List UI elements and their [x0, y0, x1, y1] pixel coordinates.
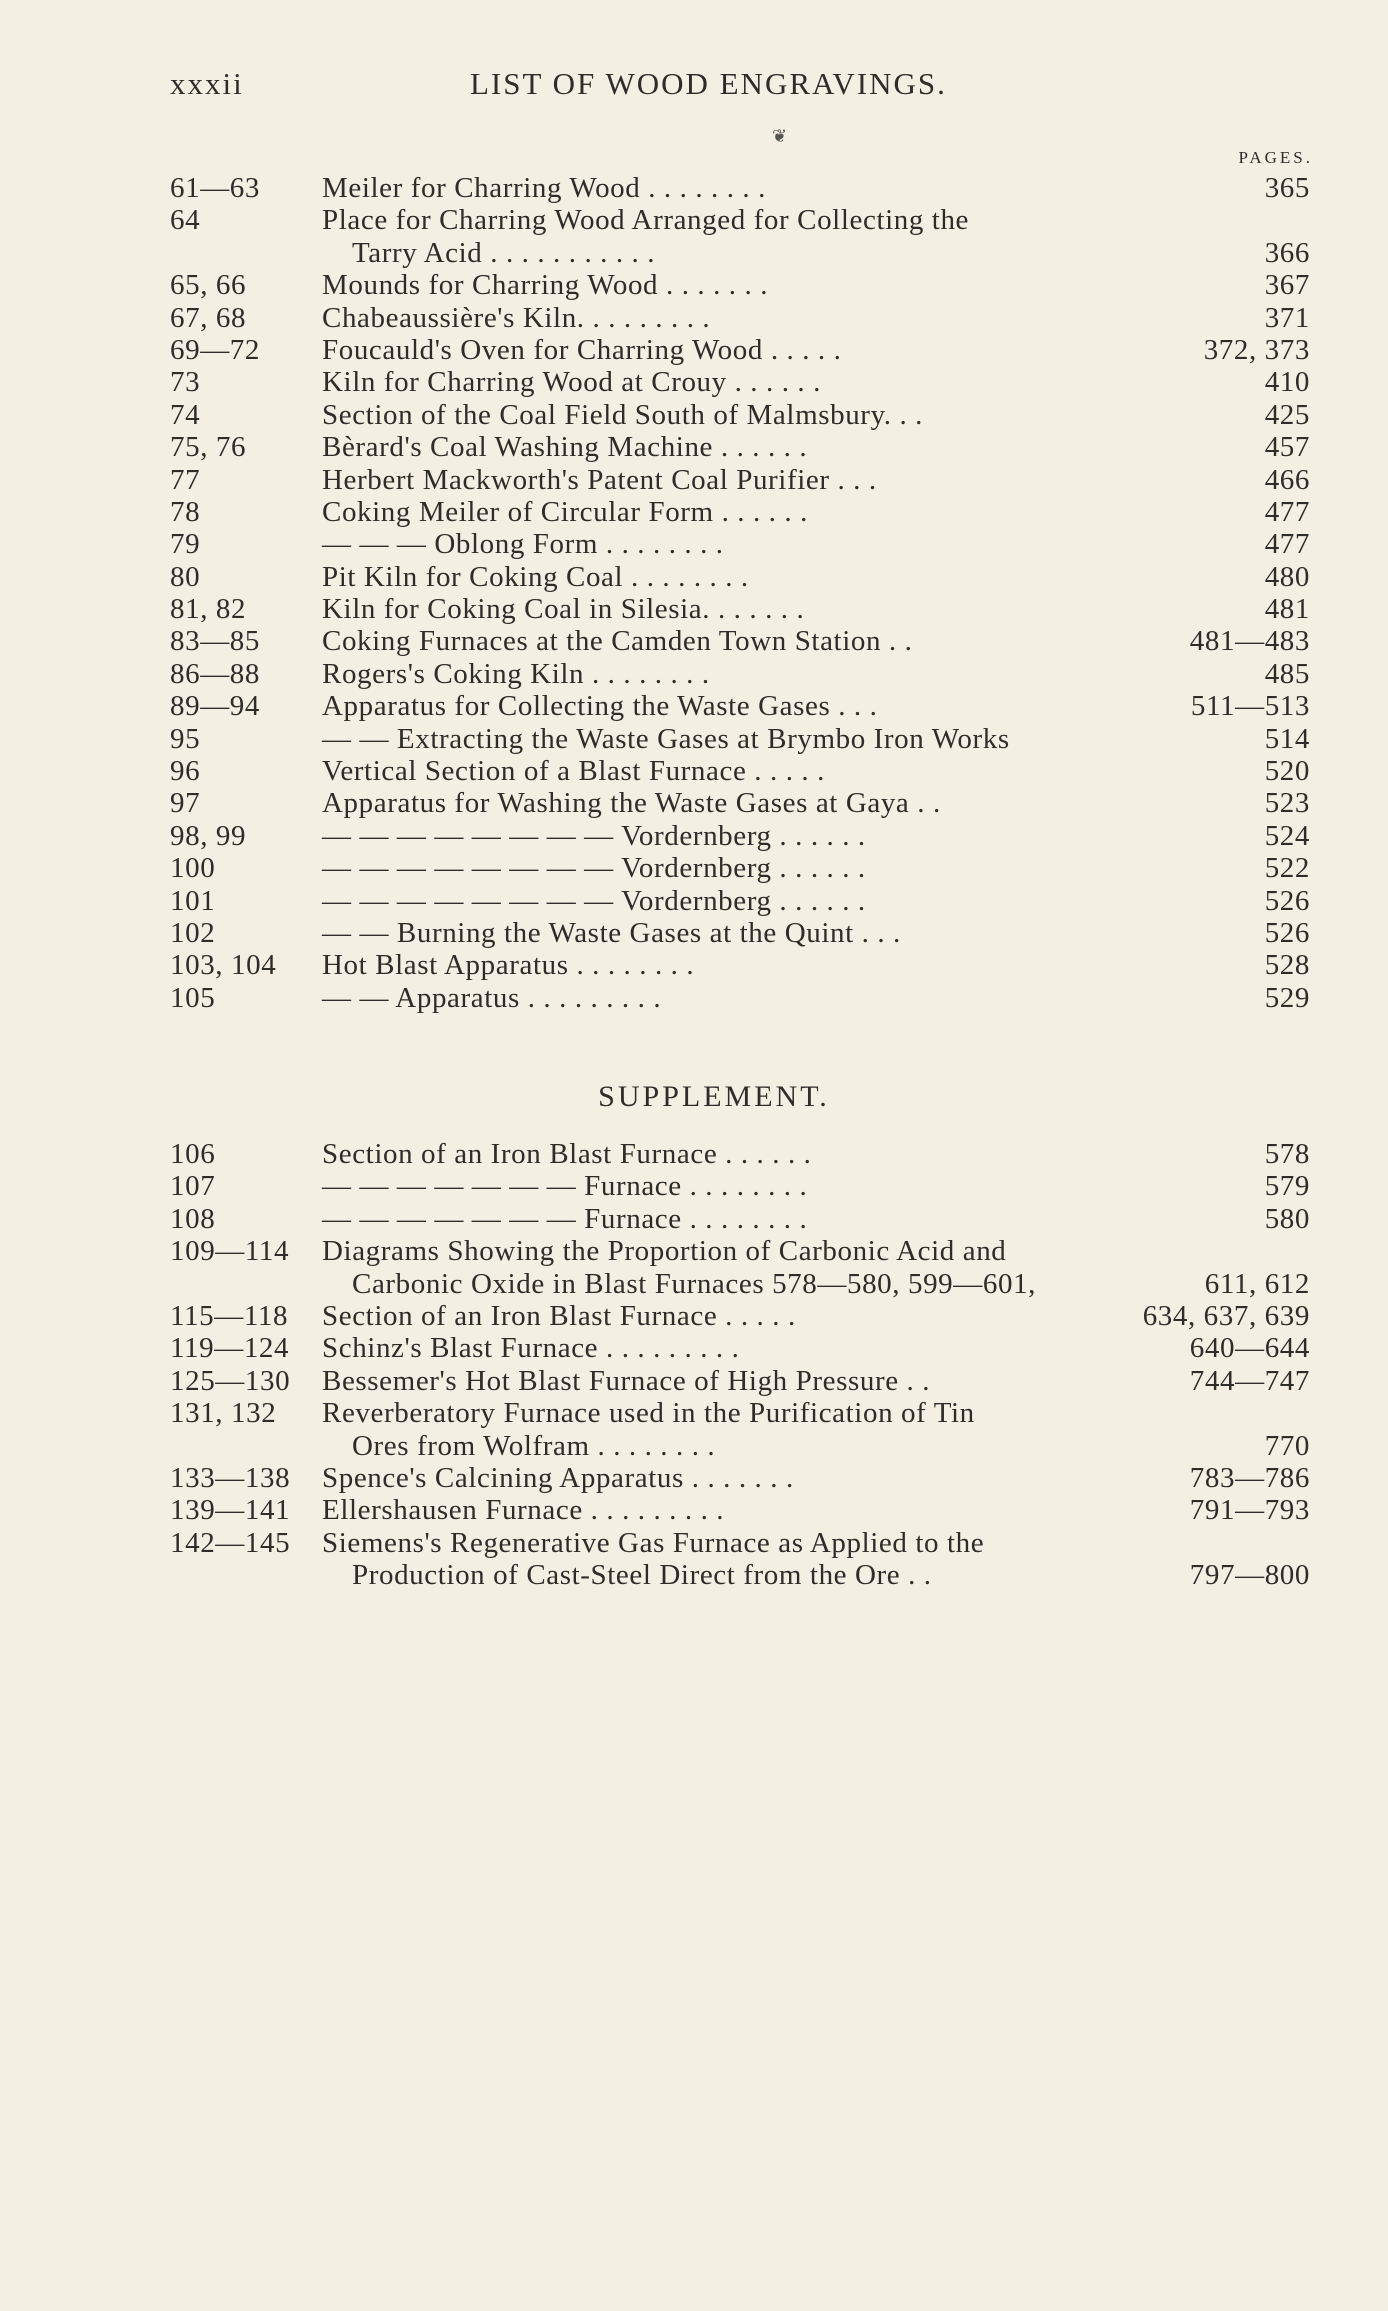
list-item: [170, 464, 1310, 496]
figure-caption: [322, 1365, 1152, 1397]
figure-caption: [322, 658, 1152, 690]
caption-line: Section of an Iron Blast Furnace . . . . .: [322, 1299, 796, 1332]
page-reference: 791—793: [1189, 1494, 1310, 1527]
figure-number: 102: [170, 917, 216, 949]
caption-line: Apparatus for Collecting the Waste Gases . . .: [322, 690, 878, 723]
page-reference: 481—483: [1189, 625, 1310, 658]
figure-caption: [322, 496, 1152, 528]
caption-line: Section of an Iron Blast Furnace . . . . . .: [322, 1138, 812, 1170]
figure-number: 108: [170, 1202, 216, 1235]
page-reference: 580: [1264, 1202, 1310, 1235]
figure-number: 96: [170, 755, 201, 788]
caption-line: Place for Charring Wood Arranged for Collecting the: [322, 204, 970, 237]
figure-caption: [322, 1332, 1152, 1364]
figure-caption: [322, 982, 1152, 1014]
supplement-heading: SUPPLEMENT.: [598, 1080, 830, 1113]
figure-number: 101: [170, 884, 216, 917]
caption-line-continued: Production of Cast-Steel Direct from the Ore . .: [352, 1559, 932, 1592]
caption-line: — — — — — — — — Vordernberg . . . . . .: [322, 852, 866, 885]
list-item: [170, 917, 1310, 949]
caption-line: Reverberatory Furnace used in the Purification of Tin: [322, 1397, 975, 1430]
caption-line: Bèrard's Coal Washing Machine . . . . . .: [322, 431, 808, 464]
figure-caption: [322, 561, 1152, 593]
list-item: [170, 1138, 1310, 1170]
page-reference: 371: [1264, 301, 1310, 334]
list-item: [170, 982, 1310, 1014]
caption-line-continued: Ores from Wolfram . . . . . . . .: [352, 1429, 716, 1462]
list-item: [170, 1462, 1310, 1494]
page-reference: 528: [1264, 949, 1310, 982]
caption-line: Mounds for Charring Wood . . . . . . .: [322, 269, 769, 302]
figure-caption: [322, 204, 1152, 269]
figure-number: 83—85: [170, 625, 260, 658]
figure-number: 119—124: [170, 1332, 290, 1365]
figure-number: 142—145: [170, 1526, 291, 1559]
figure-caption: [322, 1235, 1152, 1300]
caption-line: Chabeaussière's Kiln. . . . . . . . .: [322, 301, 711, 334]
list-item: [170, 1235, 1310, 1300]
figure-number: 75, 76: [170, 431, 247, 464]
figure-caption: [322, 1462, 1152, 1494]
figure-caption: [322, 917, 1152, 949]
list-item: [170, 723, 1310, 755]
figure-number: 77: [170, 463, 201, 496]
figure-caption: [322, 820, 1152, 852]
list-item: [170, 204, 1310, 269]
figure-caption: [322, 334, 1152, 366]
figure-number: 115—118: [170, 1299, 289, 1332]
caption-line: Coking Meiler of Circular Form . . . . . .: [322, 495, 808, 528]
page-reference: 480: [1264, 560, 1310, 593]
page-reference: 520: [1264, 755, 1310, 788]
figure-caption: [322, 1138, 1152, 1170]
figure-caption: [322, 431, 1152, 463]
page-reference: 485: [1264, 657, 1310, 690]
figure-number: 97: [170, 787, 201, 820]
page-reference: 366: [1264, 236, 1310, 269]
figure-number: 61—63: [170, 172, 260, 204]
caption-line: Herbert Mackworth's Patent Coal Purifier . . .: [322, 463, 877, 496]
list-item: [170, 1332, 1310, 1364]
figure-number: 109—114: [170, 1235, 290, 1268]
page-reference: 526: [1264, 917, 1310, 949]
running-head: [170, 66, 1298, 106]
figure-number: 89—94: [170, 690, 260, 723]
figure-number: 74: [170, 398, 201, 431]
list-item: [170, 852, 1310, 884]
list-item: [170, 1203, 1310, 1235]
caption-line: — — — — — — — Furnace . . . . . . . .: [322, 1202, 808, 1235]
figure-caption: [322, 1494, 1152, 1526]
figure-number: 81, 82: [170, 593, 247, 626]
ornament-glyph: ❦: [772, 126, 788, 146]
caption-line: Bessemer's Hot Blast Furnace of High Pressure . .: [322, 1364, 931, 1397]
caption-line-continued: Carbonic Oxide in Blast Furnaces 578—580, 599—601,: [352, 1267, 1037, 1300]
caption-line: Section of the Coal Field South of Malmsbury. . .: [322, 398, 924, 431]
caption-line: Spence's Calcining Apparatus . . . . . . .: [322, 1461, 794, 1494]
list-item: [170, 658, 1310, 690]
list-item: [170, 302, 1310, 334]
list-item: [170, 172, 1310, 204]
figure-number: 125—130: [170, 1364, 291, 1397]
figure-number: 67, 68: [170, 301, 247, 334]
figure-caption: [322, 690, 1152, 722]
caption-line: Meiler for Charring Wood . . . . . . . .: [322, 172, 766, 204]
caption-line: Kiln for Coking Coal in Silesia. . . . . . .: [322, 593, 805, 626]
list-item: [170, 949, 1310, 981]
page-reference: 425: [1264, 398, 1310, 431]
list-item: [170, 269, 1310, 301]
figure-number: 105: [170, 981, 216, 1014]
list-item: [170, 1527, 1310, 1592]
figure-caption: [322, 625, 1152, 657]
page-reference: 634, 637, 639: [1142, 1299, 1310, 1332]
page-reference: 523: [1264, 787, 1310, 820]
page-reference: 797—800: [1189, 1559, 1310, 1592]
page-reference: 481: [1264, 593, 1310, 626]
pages-column-label: PAGES.: [1238, 148, 1313, 167]
list-item: [170, 366, 1310, 398]
caption-line: Foucauld's Oven for Charring Wood . . . . .: [322, 333, 842, 366]
page-reference: 526: [1264, 884, 1310, 917]
supplement-list: [170, 1138, 1310, 1592]
list-item: [170, 625, 1310, 657]
figure-number: 100: [170, 852, 216, 885]
caption-line: Coking Furnaces at the Camden Town Station . .: [322, 625, 913, 658]
list-item: [170, 561, 1310, 593]
page-reference: 770: [1264, 1429, 1310, 1462]
figure-number: 80: [170, 560, 201, 593]
page-reference: 477: [1264, 528, 1310, 561]
caption-line: Rogers's Coking Kiln . . . . . . . .: [322, 657, 710, 690]
page-reference: 466: [1264, 463, 1310, 496]
list-item: [170, 399, 1310, 431]
page-number: xxxii: [170, 66, 244, 101]
list-item: [170, 1397, 1310, 1462]
figure-number: 69—72: [170, 333, 260, 366]
caption-line: Apparatus for Washing the Waste Gases at Gaya . .: [322, 787, 941, 820]
list-item: [170, 431, 1310, 463]
page-reference: 477: [1264, 495, 1310, 528]
figure-number: 73: [170, 366, 201, 399]
figure-number: 139—141: [170, 1494, 291, 1527]
page-reference: 511—513: [1190, 690, 1310, 723]
caption-line: Siemens's Regenerative Gas Furnace as Applied to the: [322, 1526, 985, 1559]
list-item: [170, 820, 1310, 852]
list-item: [170, 334, 1310, 366]
page-reference: 410: [1264, 366, 1310, 399]
caption-line: — — Apparatus . . . . . . . . .: [322, 981, 662, 1014]
figure-caption: [322, 949, 1152, 981]
caption-line: Pit Kiln for Coking Coal . . . . . . . .: [322, 560, 749, 593]
caption-line: — — Burning the Waste Gases at the Quint . . .: [322, 917, 901, 949]
list-item: [170, 690, 1310, 722]
list-item: [170, 496, 1310, 528]
figure-number: 65, 66: [170, 269, 247, 302]
page-reference: 578: [1264, 1138, 1310, 1170]
list-item: [170, 528, 1310, 560]
figure-caption: [322, 1203, 1152, 1235]
list-item: [170, 1365, 1310, 1397]
figure-caption: [322, 755, 1152, 787]
figure-number: 103, 104: [170, 949, 277, 982]
figure-caption: [322, 1397, 1152, 1462]
page-reference: 514: [1264, 722, 1310, 755]
figure-number: 78: [170, 495, 201, 528]
page-reference: 365: [1264, 172, 1310, 204]
figure-caption: [322, 787, 1152, 819]
list-item: [170, 1494, 1310, 1526]
caption-line: Kiln for Charring Wood at Crouy . . . . . .: [322, 366, 821, 399]
figure-number: 86—88: [170, 657, 260, 690]
figure-caption: [322, 593, 1152, 625]
list-item: [170, 1300, 1310, 1332]
caption-line: — — — — — — — Furnace . . . . . . . .: [322, 1170, 808, 1203]
page-reference: 783—786: [1189, 1461, 1310, 1494]
engravings-list: [170, 172, 1310, 1014]
figure-number: 64: [170, 204, 201, 237]
figure-number: 98, 99: [170, 819, 247, 852]
caption-line: Hot Blast Apparatus . . . . . . . .: [322, 949, 695, 982]
figure-number: 107: [170, 1170, 216, 1203]
figure-caption: [322, 1527, 1152, 1592]
page-reference: 457: [1264, 431, 1310, 464]
list-item: [170, 1170, 1310, 1202]
page-reference: 522: [1264, 852, 1310, 885]
figure-number: 131, 132: [170, 1397, 277, 1430]
caption-line: — — — — — — — — Vordernberg . . . . . .: [322, 884, 866, 917]
figure-number: 79: [170, 528, 201, 561]
figure-caption: [322, 723, 1152, 755]
list-item: [170, 593, 1310, 625]
figure-caption: [322, 1170, 1152, 1202]
caption-line: Vertical Section of a Blast Furnace . . . . .: [322, 755, 825, 788]
figure-caption: [322, 464, 1152, 496]
caption-line: — — Extracting the Waste Gases at Brymbo Iron Works: [322, 722, 1010, 755]
caption-line: Diagrams Showing the Proportion of Carbonic Acid and: [322, 1235, 1007, 1268]
list-item: [170, 755, 1310, 787]
caption-line-continued: Tarry Acid . . . . . . . . . . .: [352, 236, 656, 269]
figure-caption: [322, 852, 1152, 884]
figure-caption: [322, 528, 1152, 560]
page-reference: 640—644: [1189, 1332, 1310, 1365]
page-reference: 744—747: [1189, 1364, 1310, 1397]
figure-caption: [322, 172, 1152, 204]
page-reference: 367: [1264, 269, 1310, 302]
page-title: LIST OF WOOD ENGRAVINGS.: [470, 66, 947, 101]
figure-caption: [322, 366, 1152, 398]
page-reference: 372, 373: [1203, 333, 1310, 366]
figure-number: 133—138: [170, 1461, 291, 1494]
page-reference: 611, 612: [1204, 1267, 1310, 1300]
caption-line: Ellershausen Furnace . . . . . . . . .: [322, 1494, 725, 1527]
page-reference: 524: [1264, 819, 1310, 852]
list-item: [170, 885, 1310, 917]
page-reference: 529: [1264, 981, 1310, 1014]
caption-line: — — — — — — — — Vordernberg . . . . . .: [322, 819, 866, 852]
list-item: [170, 787, 1310, 819]
caption-line: — — — Oblong Form . . . . . . . .: [322, 528, 724, 561]
figure-caption: [322, 885, 1152, 917]
figure-number: 95: [170, 722, 201, 755]
caption-line: Schinz's Blast Furnace . . . . . . . . .: [322, 1332, 740, 1365]
figure-caption: [322, 269, 1152, 301]
figure-caption: [322, 302, 1152, 334]
figure-caption: [322, 1300, 1152, 1332]
figure-caption: [322, 399, 1152, 431]
figure-number: 106: [170, 1138, 216, 1170]
page-reference: 579: [1264, 1170, 1310, 1203]
